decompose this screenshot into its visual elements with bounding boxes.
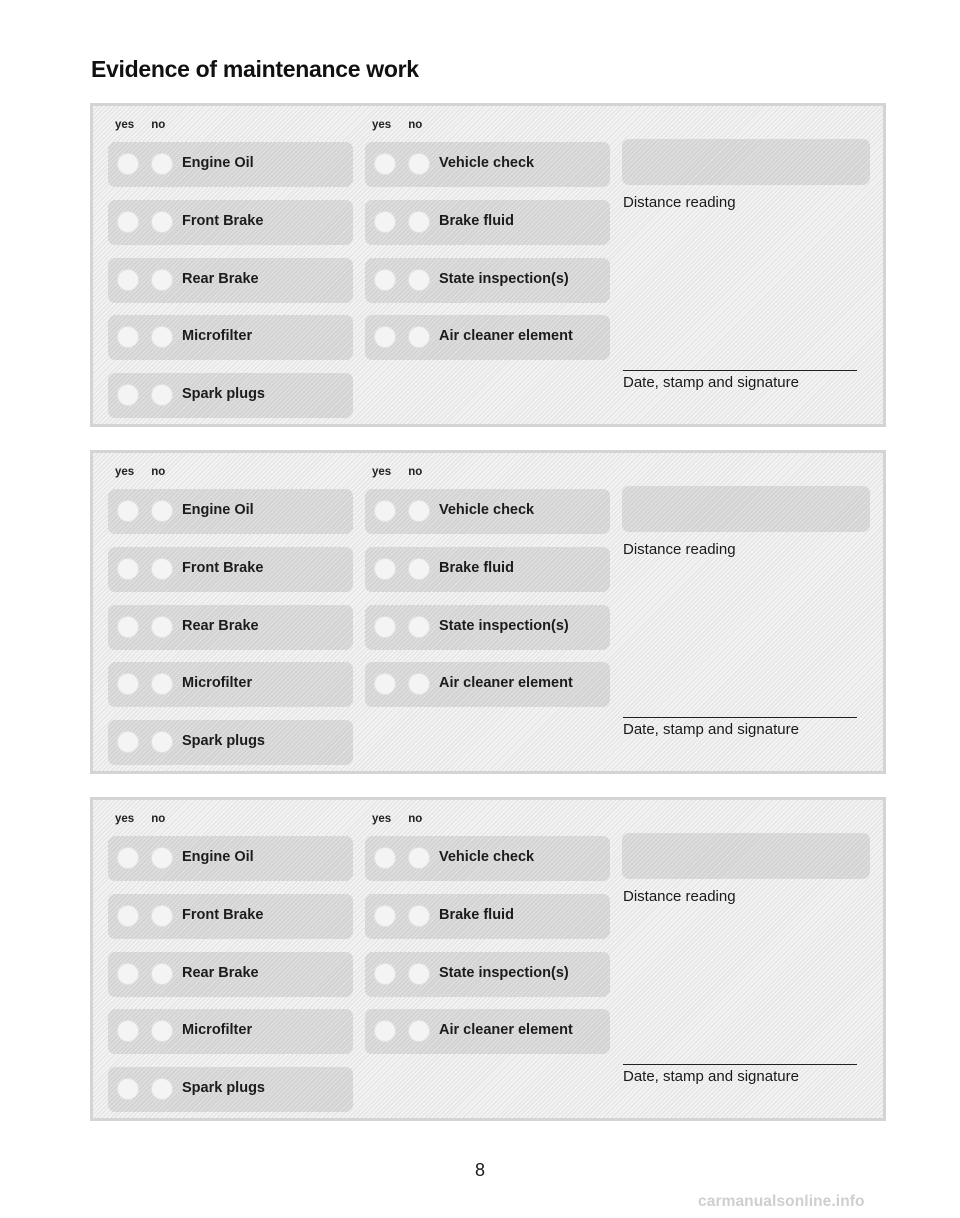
yes-checkbox[interactable] xyxy=(374,963,396,985)
checklist-item xyxy=(108,836,353,881)
checklist-item xyxy=(108,952,353,997)
checklist-item xyxy=(108,662,353,707)
signature-line xyxy=(623,717,857,718)
checklist-item-label: Microfilter xyxy=(182,1022,253,1038)
yes-checkbox[interactable] xyxy=(117,673,139,695)
maintenance-record-2 xyxy=(90,450,886,774)
yes-header: yes xyxy=(372,813,392,825)
yes-checkbox[interactable] xyxy=(117,1020,139,1042)
checklist-item xyxy=(365,662,610,707)
yes-checkbox[interactable] xyxy=(117,905,139,927)
no-checkbox[interactable] xyxy=(151,616,173,638)
no-checkbox[interactable] xyxy=(151,963,173,985)
maintenance-record-3 xyxy=(90,797,886,1121)
checklist-item-label: Air cleaner element xyxy=(439,328,573,344)
yes-checkbox[interactable] xyxy=(374,500,396,522)
no-checkbox[interactable] xyxy=(408,269,430,291)
yes-checkbox[interactable] xyxy=(117,326,139,348)
checklist-item xyxy=(365,836,610,881)
no-checkbox[interactable] xyxy=(151,673,173,695)
checklist-item-label: Spark plugs xyxy=(182,1080,265,1096)
yes-checkbox[interactable] xyxy=(117,847,139,869)
checklist-item xyxy=(108,894,353,939)
yes-checkbox[interactable] xyxy=(117,153,139,175)
no-checkbox[interactable] xyxy=(151,1020,173,1042)
watermark: carmanualsonline.info xyxy=(698,1193,865,1210)
yes-checkbox[interactable] xyxy=(117,211,139,233)
checklist-item xyxy=(108,547,353,592)
distance-reading-label: Distance reading xyxy=(623,194,736,211)
yes-checkbox[interactable] xyxy=(117,963,139,985)
checklist-item xyxy=(108,200,353,245)
checklist-item xyxy=(108,258,353,303)
yes-no-header xyxy=(372,466,422,478)
checklist-item-label: Vehicle check xyxy=(439,502,535,518)
checklist-item xyxy=(365,1009,610,1054)
yes-no-header xyxy=(115,813,165,825)
checklist-item xyxy=(108,489,353,534)
checklist-item xyxy=(108,605,353,650)
yes-checkbox[interactable] xyxy=(374,847,396,869)
yes-header: yes xyxy=(115,813,135,825)
yes-no-header xyxy=(115,119,165,131)
no-checkbox[interactable] xyxy=(151,153,173,175)
checklist-item-label: Engine Oil xyxy=(182,849,254,865)
yes-checkbox[interactable] xyxy=(117,1078,139,1100)
no-checkbox[interactable] xyxy=(408,1020,430,1042)
no-header: no xyxy=(408,466,423,478)
checklist-item xyxy=(365,894,610,939)
maintenance-record-1 xyxy=(90,103,886,427)
checklist-item-label: Air cleaner element xyxy=(439,1022,573,1038)
no-checkbox[interactable] xyxy=(408,963,430,985)
no-checkbox[interactable] xyxy=(151,731,173,753)
page-title: Evidence of maintenance work xyxy=(91,56,419,82)
checklist-item xyxy=(365,952,610,997)
no-checkbox[interactable] xyxy=(151,558,173,580)
checklist-item xyxy=(365,489,610,534)
no-checkbox[interactable] xyxy=(151,847,173,869)
checklist-item-label: Brake fluid xyxy=(439,560,514,576)
yes-checkbox[interactable] xyxy=(117,731,139,753)
no-header: no xyxy=(408,813,423,825)
no-checkbox[interactable] xyxy=(151,211,173,233)
checklist-item-label: Brake fluid xyxy=(439,907,514,923)
yes-no-header xyxy=(372,813,422,825)
checklist-item xyxy=(365,547,610,592)
checklist-item xyxy=(365,258,610,303)
page-number: 8 xyxy=(474,1160,485,1180)
checklist-item xyxy=(108,373,353,418)
yes-checkbox[interactable] xyxy=(374,1020,396,1042)
signature-line xyxy=(623,1064,857,1065)
yes-header: yes xyxy=(372,466,392,478)
checklist-item xyxy=(365,200,610,245)
yes-checkbox[interactable] xyxy=(117,269,139,291)
no-checkbox[interactable] xyxy=(408,905,430,927)
checklist-item-label: Microfilter xyxy=(182,328,253,344)
checklist-item xyxy=(108,142,353,187)
checklist-item-label: Rear Brake xyxy=(182,271,259,287)
no-checkbox[interactable] xyxy=(408,326,430,348)
yes-checkbox[interactable] xyxy=(374,269,396,291)
no-checkbox[interactable] xyxy=(408,616,430,638)
no-checkbox[interactable] xyxy=(151,269,173,291)
yes-checkbox[interactable] xyxy=(117,500,139,522)
checklist-item-label: Engine Oil xyxy=(182,502,254,518)
checklist-item-label: State inspection(s) xyxy=(439,271,569,287)
distance-reading-label: Distance reading xyxy=(623,888,736,905)
distance-reading-label: Distance reading xyxy=(623,541,736,558)
signature-label: Date, stamp and signature xyxy=(623,374,799,391)
yes-checkbox[interactable] xyxy=(117,384,139,406)
checklist-item-label: State inspection(s) xyxy=(439,618,569,634)
checklist-item xyxy=(365,315,610,360)
no-header: no xyxy=(151,813,166,825)
distance-reading-field[interactable] xyxy=(622,486,870,532)
yes-no-header xyxy=(372,119,422,131)
yes-checkbox[interactable] xyxy=(374,211,396,233)
no-checkbox[interactable] xyxy=(151,1078,173,1100)
no-checkbox[interactable] xyxy=(408,558,430,580)
checklist-item xyxy=(108,1009,353,1054)
checklist-item xyxy=(365,605,610,650)
no-checkbox[interactable] xyxy=(151,384,173,406)
signature-line xyxy=(623,370,857,371)
checklist-item-label: Engine Oil xyxy=(182,155,254,171)
no-checkbox[interactable] xyxy=(408,673,430,695)
distance-reading-field[interactable] xyxy=(622,833,870,879)
yes-checkbox[interactable] xyxy=(374,558,396,580)
yes-header: yes xyxy=(372,119,392,131)
checklist-item xyxy=(108,315,353,360)
signature-label: Date, stamp and signature xyxy=(623,721,799,738)
checklist-item-label: Spark plugs xyxy=(182,386,265,402)
yes-header: yes xyxy=(115,466,135,478)
no-checkbox[interactable] xyxy=(408,847,430,869)
checklist-item-label: Front Brake xyxy=(182,907,264,923)
distance-reading-field[interactable] xyxy=(622,139,870,185)
checklist-item-label: Air cleaner element xyxy=(439,675,573,691)
checklist-item-label: Microfilter xyxy=(182,675,253,691)
checklist-item-label: Vehicle check xyxy=(439,155,535,171)
no-checkbox[interactable] xyxy=(151,905,173,927)
signature-label: Date, stamp and signature xyxy=(623,1068,799,1085)
checklist-item-label: Rear Brake xyxy=(182,965,259,981)
checklist-item-label: Front Brake xyxy=(182,560,264,576)
yes-checkbox[interactable] xyxy=(117,616,139,638)
checklist-item-label: State inspection(s) xyxy=(439,965,569,981)
no-checkbox[interactable] xyxy=(408,211,430,233)
no-checkbox[interactable] xyxy=(408,500,430,522)
yes-checkbox[interactable] xyxy=(374,326,396,348)
checklist-item-label: Spark plugs xyxy=(182,733,265,749)
no-checkbox[interactable] xyxy=(408,153,430,175)
checklist-item xyxy=(108,720,353,765)
yes-checkbox[interactable] xyxy=(374,905,396,927)
checklist-item-label: Front Brake xyxy=(182,213,264,229)
checklist-item-label: Brake fluid xyxy=(439,213,514,229)
yes-no-header xyxy=(115,466,165,478)
yes-checkbox[interactable] xyxy=(374,616,396,638)
yes-checkbox[interactable] xyxy=(374,673,396,695)
checklist-item-label: Rear Brake xyxy=(182,618,259,634)
yes-header: yes xyxy=(115,119,135,131)
yes-checkbox[interactable] xyxy=(117,558,139,580)
yes-checkbox[interactable] xyxy=(374,153,396,175)
no-checkbox[interactable] xyxy=(151,326,173,348)
no-header: no xyxy=(151,466,166,478)
no-header: no xyxy=(151,119,166,131)
checklist-item-label: Vehicle check xyxy=(439,849,535,865)
checklist-item xyxy=(108,1067,353,1112)
no-checkbox[interactable] xyxy=(151,500,173,522)
checklist-item xyxy=(365,142,610,187)
no-header: no xyxy=(408,119,423,131)
